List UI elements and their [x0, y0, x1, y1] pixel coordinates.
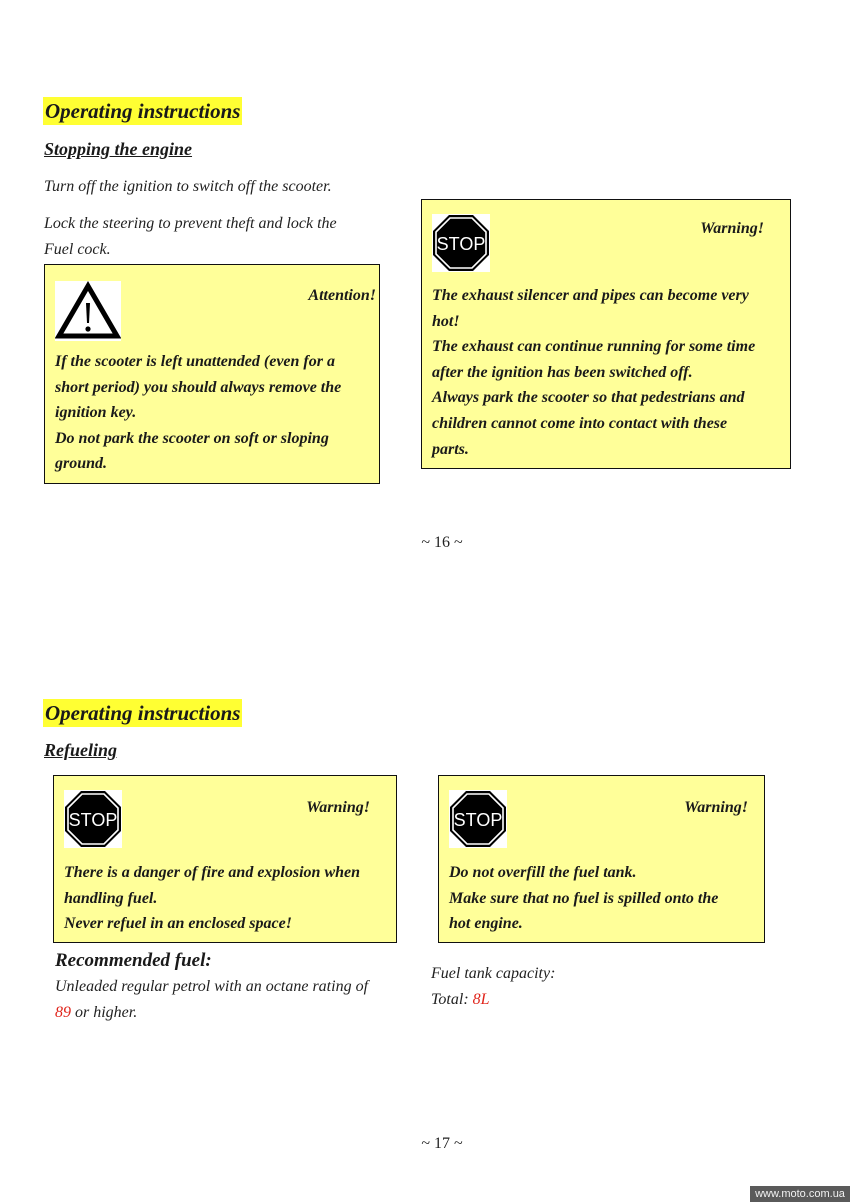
page17-subheading: Refueling [44, 740, 118, 760]
box-line: hot engine. [449, 915, 523, 933]
fuel-tank-label: Fuel tank capacity: [431, 965, 556, 982]
octane-value: 89 [55, 1004, 71, 1021]
box-line: Always park the scooter so that pedestrians and [432, 389, 745, 407]
stop-sign-label: STOP [68, 810, 118, 830]
overfill-warning-box [438, 775, 765, 943]
recommended-fuel-heading: Recommended fuel: [55, 950, 212, 971]
warning-triangle-icon [55, 281, 121, 341]
warning-text [64, 860, 360, 937]
paragraph-line: Lock the steering to prevent theft and lock the [44, 215, 337, 232]
box-line: ignition key. [55, 404, 137, 422]
page16-paragraph-1: Turn off the ignition to switch off the scooter. [44, 178, 332, 195]
page-number-16: ~ 16 ~ [421, 534, 463, 551]
page16-subheading: Stopping the engine [44, 139, 193, 159]
page16-section-title: Operating instructions [45, 99, 241, 123]
warning-heading: Warning! [306, 799, 370, 816]
box-line: Do not overfill the fuel tank. [449, 864, 637, 881]
page-number-17: ~ 17 ~ [421, 1135, 463, 1152]
stop-sign-icon [432, 214, 490, 272]
warning-text [449, 860, 718, 937]
octane-suffix: or higher. [71, 1004, 138, 1021]
attention-box [44, 264, 380, 484]
box-line: Never refuel in an enclosed space! [64, 915, 292, 933]
box-line: The exhaust silencer and pipes can become very [432, 287, 749, 304]
recommended-fuel-text [55, 974, 368, 1026]
box-line: short period) you should always remove the [55, 378, 342, 396]
attention-text [55, 349, 341, 477]
warning-heading: Warning! [700, 220, 764, 237]
page16-paragraph-2 [44, 211, 337, 263]
box-line: Do not park the scooter on soft or sloping [55, 429, 329, 447]
attention-heading: Attention! [308, 287, 376, 304]
footer-url: www.moto.com.ua [750, 1186, 850, 1202]
box-line: children cannot come into contact with these [432, 414, 728, 432]
box-line: parts. [432, 440, 469, 458]
paragraph-line: Fuel cock. [44, 241, 111, 258]
stop-sign-icon [64, 790, 122, 848]
page17-section-title: Operating instructions [45, 701, 241, 725]
box-line: hot! [432, 312, 460, 330]
fuel-tank-info [431, 961, 555, 1013]
exhaust-warning-box [421, 199, 791, 469]
box-line: If the scooter is left unattended (even for a [55, 353, 335, 370]
fuel-text-line [55, 1000, 368, 1026]
stop-sign-label: STOP [436, 234, 486, 254]
stop-sign-icon [449, 790, 507, 848]
fuel-tank-total [431, 987, 555, 1013]
warning-heading: Warning! [684, 799, 748, 816]
fire-warning-box [53, 775, 397, 943]
fuel-text-line: Unleaded regular petrol with an octane rating of [55, 978, 369, 995]
box-line: Make sure that no fuel is spilled onto the [449, 889, 719, 907]
box-line: handling fuel. [64, 889, 158, 907]
total-value: 8L [472, 991, 490, 1008]
box-line: after the ignition has been switched off. [432, 363, 693, 381]
warning-text [432, 283, 755, 462]
box-line: There is a danger of fire and explosion when [64, 864, 361, 881]
box-line: The exhaust can continue running for some time [432, 338, 756, 356]
total-label: Total: [431, 991, 473, 1008]
box-line: ground. [55, 455, 108, 473]
stop-sign-label: STOP [453, 810, 503, 830]
